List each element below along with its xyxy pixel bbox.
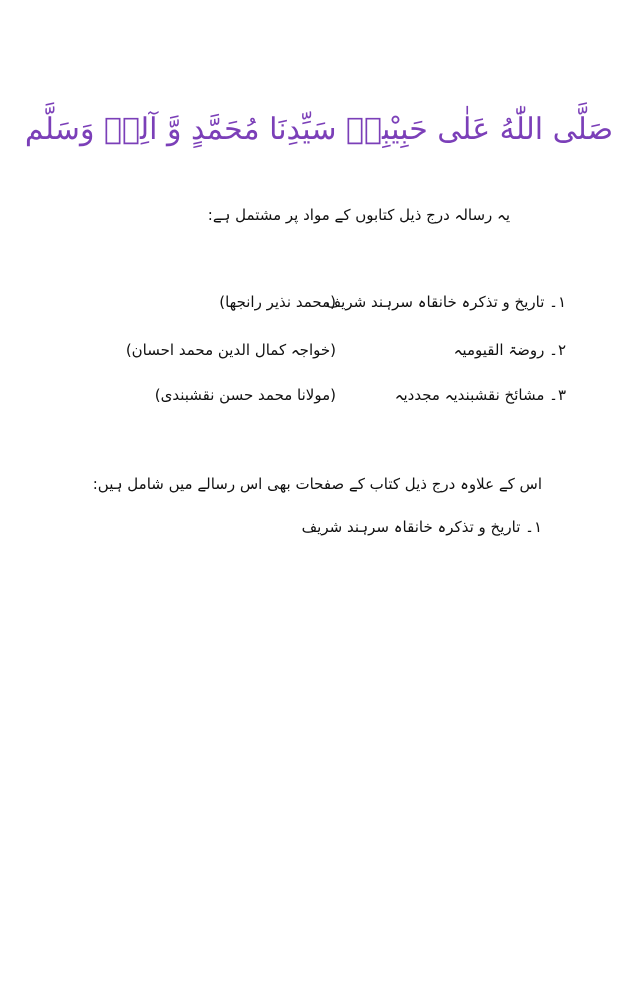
book-author: (مولانا محمد حسن نقشبندی) xyxy=(154,386,336,404)
book-author: (محمد نذیر رانجھا) xyxy=(219,293,336,311)
book-row xyxy=(96,338,566,364)
book-title: ۱۔ تاریخ و تذکرہ خانقاہ سرہند شریف xyxy=(325,293,566,311)
book-title: ۳۔ مشائخ نقشبندیہ مجددیہ xyxy=(394,386,566,404)
additional-pages-intro: اس کے علاوہ درج ذیل کتاب کے صفحات بھی اس رسالے میں شامل ہیں: xyxy=(92,475,542,493)
book-author: (خواجہ کمال الدین محمد احسان) xyxy=(125,341,336,359)
book-title: ۲۔ روضۃ القیومیہ xyxy=(453,341,566,359)
intro-line: یہ رسالہ درج ذیل کتابوں کے مواد پر مشتمل ہے: xyxy=(207,206,510,224)
salutation-heading: صَلَّى اللّٰهُ عَلٰى حَبِيْبِهٖ سَيِّدِنَا مُحَمَّدٍ وَّ آلِهٖ وَسَلَّم xyxy=(24,112,614,147)
book-row xyxy=(96,383,566,409)
book-row xyxy=(96,290,566,316)
additional-book-item: ۱۔ تاریخ و تذکرہ خانقاہ سرہند شریف xyxy=(301,518,542,536)
